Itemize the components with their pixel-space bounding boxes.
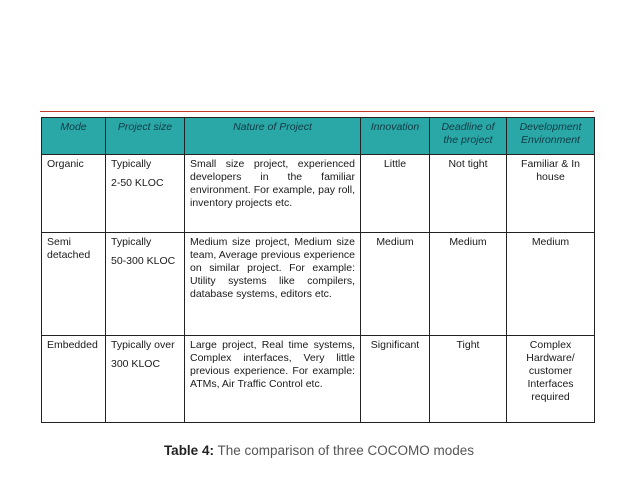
size-prefix: Typically over	[111, 339, 175, 351]
header-nature-of-project: Nature of Project	[185, 118, 361, 155]
cell-deadline: Tight	[430, 336, 507, 423]
size-value: 2-50 KLOC	[111, 177, 164, 189]
cell-environment: Medium	[507, 233, 595, 336]
table-row-organic	[42, 155, 595, 233]
cell-mode: Organic	[42, 155, 106, 233]
cell-project-size	[106, 336, 185, 423]
cell-environment: Complex Hardware/ customer Interfaces required	[507, 336, 595, 423]
header-deadline: Deadline of the project	[430, 118, 507, 155]
table-header-row	[42, 118, 595, 155]
cell-project-size	[106, 155, 185, 233]
size-value: 300 KLOC	[111, 358, 161, 370]
table-caption	[0, 443, 638, 458]
cell-nature: Medium size project, Medium size team, Average previous experience on similar project. For example: Utility systems like compilers, database systems, editors etc.	[185, 233, 361, 336]
caption-label: Table 4:	[163, 443, 214, 458]
table-row-embedded	[42, 336, 595, 423]
header-innovation: Innovation	[361, 118, 430, 155]
caption-text: The comparison of three COCOMO modes	[217, 443, 475, 458]
cell-innovation: Significant	[361, 336, 430, 423]
size-prefix: Typically	[111, 236, 152, 248]
cell-nature: Small size project, experienced developers in the familiar environment. For example, pay roll, inventory projects etc.	[185, 155, 361, 233]
cell-innovation: Medium	[361, 233, 430, 336]
cell-environment: Familiar & In house	[507, 155, 595, 233]
header-project-size: Project size	[106, 118, 185, 155]
header-mode: Mode	[42, 118, 106, 155]
cell-deadline: Not tight	[430, 155, 507, 233]
table-row-semi-detached	[42, 233, 595, 336]
cell-deadline: Medium	[430, 233, 507, 336]
size-value: 50-300 KLOC	[111, 255, 176, 267]
cell-nature: Large project, Real time systems, Complex interfaces, Very little previous experience. For example: ATMs, Air Traffic Control etc.	[185, 336, 361, 423]
divider-line	[40, 111, 594, 112]
cell-innovation: Little	[361, 155, 430, 233]
cell-mode: Embedded	[42, 336, 106, 423]
cocomo-comparison-table	[41, 117, 595, 423]
header-development-environment: Development Environment	[507, 118, 595, 155]
cell-project-size	[106, 233, 185, 336]
cell-mode: Semi detached	[42, 233, 106, 336]
size-prefix: Typically	[111, 158, 152, 170]
